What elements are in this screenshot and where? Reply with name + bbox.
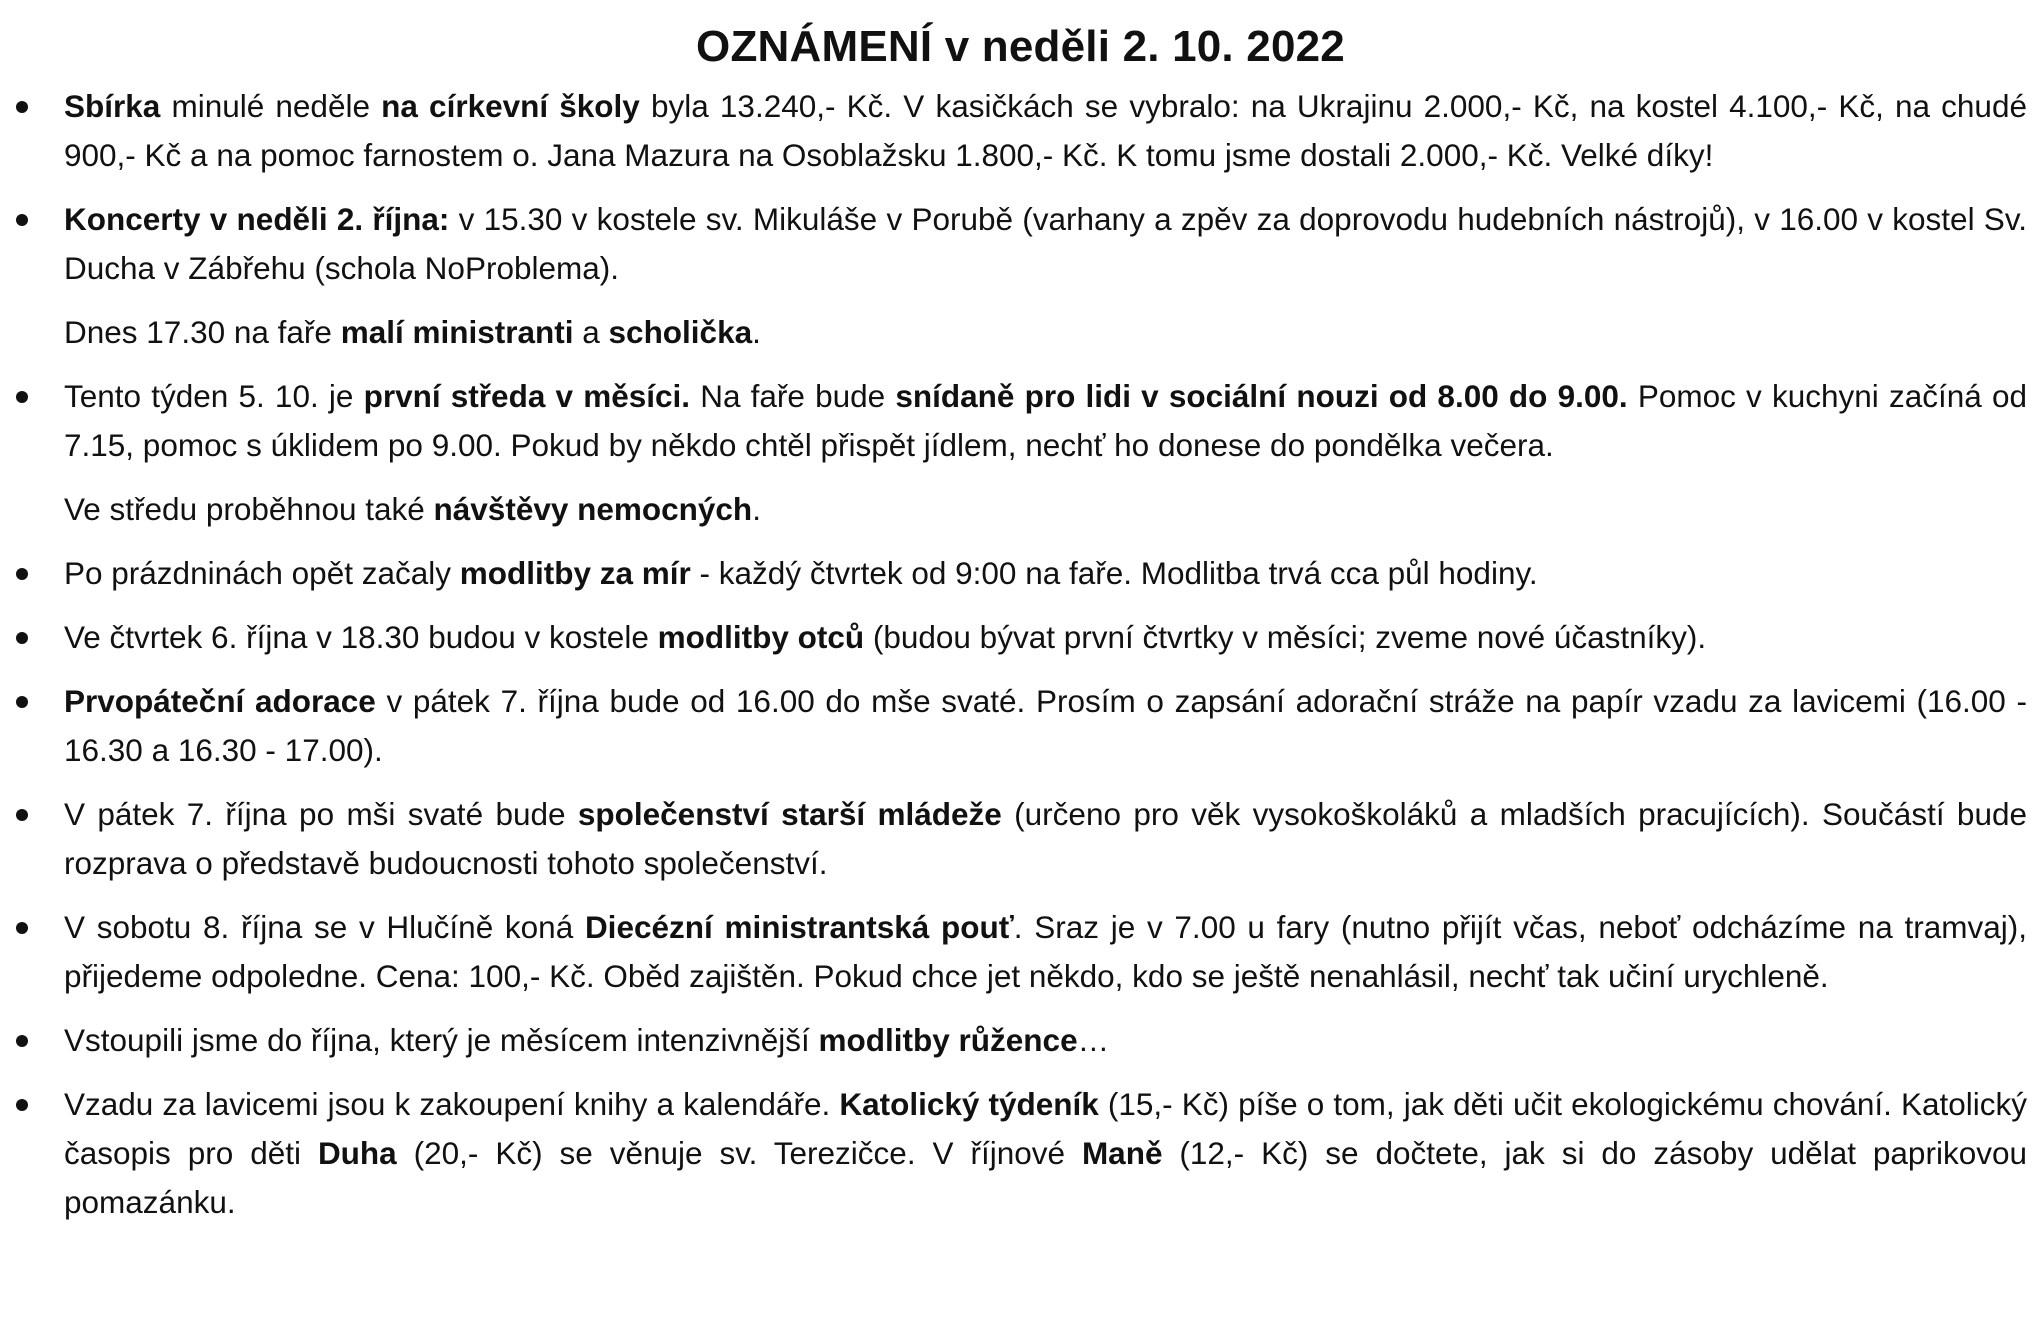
- bold-text: společenství starší mládeže: [577, 796, 1002, 832]
- announcement-continuation: [14, 308, 2027, 357]
- announcement-continuation: [14, 485, 2027, 534]
- announcement-item: [14, 372, 2027, 470]
- text: …: [1077, 1022, 1110, 1058]
- bold-text: Katolický týdeník: [839, 1086, 1099, 1122]
- bold-text: snídaně pro lidi v sociální nouzi od 8.00 do 9.00.: [895, 378, 1628, 414]
- text: minulé neděle: [160, 88, 382, 124]
- text: Vstoupili jsme do října, který je měsícem intenzivnější: [64, 1022, 819, 1058]
- announcement-item: [14, 82, 2027, 180]
- bold-text: modlitby za mír: [459, 555, 691, 591]
- text: .: [752, 314, 761, 350]
- bold-text: návštěvy nemocných: [433, 491, 753, 527]
- text: v pátek 7. října bude od 16.00 do mše svaté. Prosím o zapsání adorační stráže na papír vzadu za lavicemi (16.00 - 16.30 a 16.30 - 17.00).: [64, 683, 2027, 768]
- announcement-item: [14, 903, 2027, 1001]
- text: (určeno pro věk vysokoškoláků a mladších pracujících). Součástí bude rozprava o představě budoucnosti tohoto společenství.: [64, 796, 2028, 881]
- bold-text: modlitby otců: [657, 619, 865, 655]
- bold-text: Prvopáteční adorace: [64, 683, 376, 719]
- bold-text: malí ministranti: [340, 314, 574, 350]
- bold-text: první středa v měsíci.: [363, 378, 691, 414]
- page-title: OZNÁMENÍ v neděli 2. 10. 2022: [696, 22, 1345, 71]
- text: V sobotu 8. října se v Hlučíně koná: [64, 909, 585, 945]
- bold-text: Koncerty v neděli 2. října:: [64, 201, 450, 237]
- text: Na faře bude: [690, 378, 896, 414]
- text: Dnes 17.30 na faře: [64, 314, 341, 350]
- text: Vzadu za lavicemi jsou k zakoupení knihy a kalendáře.: [64, 1086, 840, 1122]
- text: . Sraz je v 7.00 u fary (nutno přijít včas, neboť odcházíme na tramvaj), přijedeme odpoledne. Cena: 100,- Kč. Oběd zajištěn. Pokud chce jet někdo, kdo se ještě nenahlásil, nechť tak učiní urychleně.: [64, 909, 2027, 994]
- bold-text: scholička: [608, 314, 753, 350]
- text: .: [752, 491, 761, 527]
- announcement-item: [14, 677, 2027, 775]
- text: Pomoc v kuchyni začíná od 7.15, pomoc s úklidem po 9.00. Pokud by někdo chtěl přispět jídlem, nechť ho donese do pondělka večera.: [64, 378, 2027, 463]
- bold-text: Diecézní ministrantská pouť: [584, 909, 1014, 945]
- text: Tento týden 5. 10. je: [64, 378, 364, 414]
- bold-text: na církevní školy: [381, 88, 640, 124]
- text: Ve středu proběhnou také: [64, 491, 434, 527]
- text: (12,- Kč) se dočtete, jak si do zásoby udělat paprikovou pomazánku.: [64, 1135, 2028, 1220]
- text: Po prázdninách opět začaly: [64, 555, 460, 591]
- text: Ve čtvrtek 6. října v 18.30 budou v kostele: [64, 619, 658, 655]
- text: (budou bývat první čtvrtky v měsíci; zveme nové účastníky).: [864, 619, 1707, 655]
- announcement-item: [14, 195, 2027, 293]
- text: (20,- Kč) se věnuje sv. Terezičce. V říjnové: [396, 1135, 1082, 1171]
- announcement-item: [14, 613, 2027, 662]
- announcement-item: [14, 1016, 2027, 1065]
- text: (15,- Kč) píše o tom, jak děti učit ekologickému chování. Katolický časopis pro děti: [64, 1086, 2028, 1171]
- announcement-item: [14, 1080, 2027, 1227]
- text: a: [573, 314, 609, 350]
- announcement-item: [14, 790, 2027, 888]
- text: V pátek 7. října po mši svaté bude: [64, 796, 578, 832]
- announcement-item: [14, 549, 2027, 598]
- bold-text: modlitby růžence: [818, 1022, 1078, 1058]
- announcement-list: [14, 82, 2027, 1227]
- bold-text: Maně: [1081, 1135, 1163, 1171]
- text: - každý čtvrtek od 9:00 na faře. Modlitba trvá cca půl hodiny.: [690, 555, 1538, 591]
- bold-text: Sbírka: [64, 88, 161, 124]
- text: v 15.30 v kostele sv. Mikuláše v Porubě (varhany a zpěv za doprovodu hudebních nástrojů), v 16.00 v kostel Sv. Ducha v Zábřehu (schola NoProblema).: [64, 201, 2027, 286]
- bold-text: Duha: [317, 1135, 397, 1171]
- text: byla 13.240,- Kč. V kasičkách se vybralo: na Ukrajinu 2.000,- Kč, na kostel 4.100,- Kč, na chudé 900,- Kč a na pomoc farnostem o. Jana Mazura na Osoblažsku 1.800,- Kč. K tomu jsme dostali 2.000,- Kč. Velké díky!: [64, 88, 2027, 173]
